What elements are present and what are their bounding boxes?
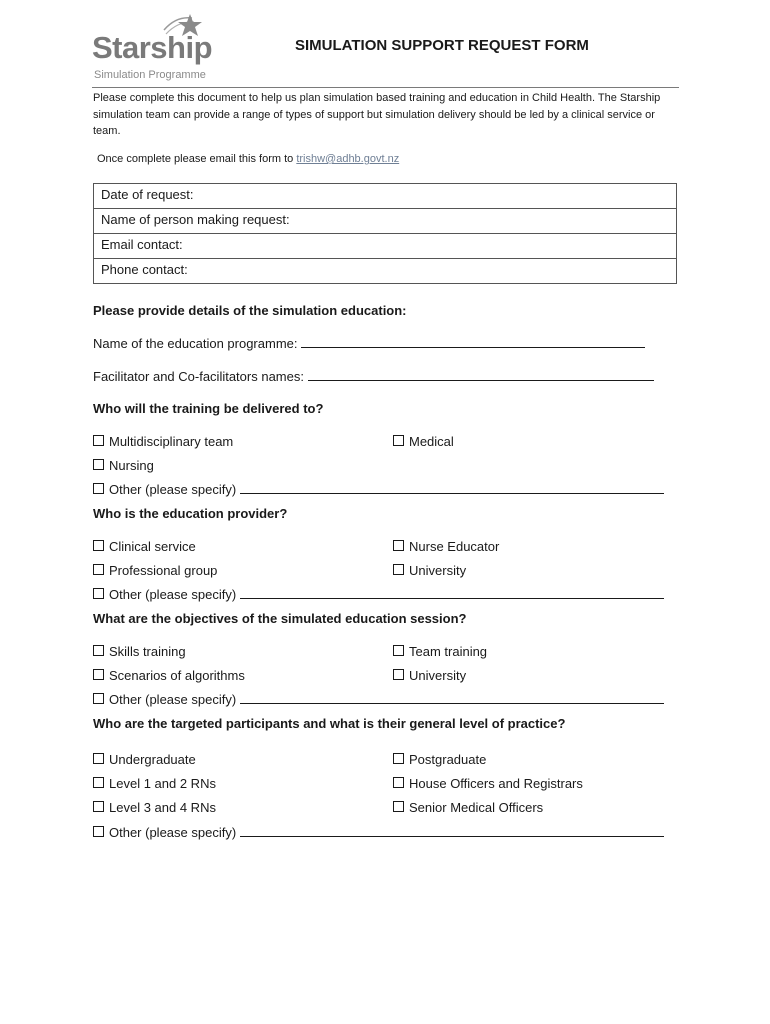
provider-question: Who is the education provider? [93,506,288,521]
logo-wordmark: Starship [92,30,213,65]
logo-subtitle: Simulation Programme [94,69,206,81]
checkbox-icon[interactable] [393,777,404,788]
checkbox-icon[interactable] [93,826,104,837]
email-link[interactable]: trishw@adhb.govt.nz [296,153,400,165]
option-undergraduate[interactable] [93,752,196,767]
header-divider [92,87,679,88]
checkbox-icon[interactable] [93,459,104,470]
option-label: Medical [409,434,454,449]
option-label: Clinical service [109,539,196,554]
option-label: Skills training [109,644,186,659]
option-label: Other (please specify) [109,692,237,707]
option-label: Other (please specify) [109,587,237,602]
delivered-to-question: Who will the training be delivered to? [93,401,324,416]
contact-phone-field[interactable]: Phone contact: [101,262,188,277]
checkbox-icon[interactable] [93,777,104,788]
option-level-1-2-rns[interactable] [93,776,216,791]
checkbox-icon[interactable] [93,753,104,764]
option-label: Senior Medical Officers [409,800,544,815]
contact-date-field[interactable]: Date of request: [94,184,676,209]
option-senior-medical-officers[interactable] [393,800,543,815]
facilitator-input[interactable] [308,380,654,381]
programme-name-label: Name of the education programme: [93,336,298,351]
facilitator-row [93,369,654,384]
option-label: House Officers and Registrars [409,776,583,791]
other-specify-input[interactable] [240,598,664,599]
option-nursing[interactable] [93,458,154,473]
checkbox-icon[interactable] [393,564,404,575]
option-team-training[interactable] [393,644,487,659]
checkbox-icon[interactable] [93,564,104,575]
checkbox-icon[interactable] [393,540,404,551]
option-university-objectives[interactable] [393,668,466,683]
option-label: Level 1 and 2 RNs [109,776,216,791]
contact-table [93,183,677,284]
checkbox-icon[interactable] [393,669,404,680]
page-title: SIMULATION SUPPORT REQUEST FORM [295,37,589,54]
checkbox-icon[interactable] [93,435,104,446]
checkbox-icon[interactable] [93,588,104,599]
option-label: Undergraduate [109,752,196,767]
option-medical[interactable] [393,434,454,449]
other-specify-input[interactable] [240,703,664,704]
option-postgraduate[interactable] [393,752,486,767]
option-label: Team training [409,644,488,659]
checkbox-icon[interactable] [93,540,104,551]
contact-email-field[interactable]: Email contact: [94,234,676,259]
programme-name-row [93,336,645,351]
option-label: Other (please specify) [109,825,237,840]
checkbox-icon[interactable] [93,669,104,680]
checkbox-icon[interactable] [393,645,404,656]
option-label: Level 3 and 4 RNs [109,800,216,815]
option-label: Scenarios of algorithms [109,668,245,683]
contact-name-field[interactable]: Name of person making request: [94,209,676,234]
option-label: Nursing [109,458,154,473]
checkbox-icon[interactable] [393,753,404,764]
option-label: Nurse Educator [409,539,500,554]
other-specify-input[interactable] [240,493,664,494]
checkbox-icon[interactable] [93,483,104,494]
objectives-question: What are the objectives of the simulated education session? [93,611,467,626]
checkbox-icon[interactable] [393,801,404,812]
option-other-provider[interactable] [93,587,664,602]
option-level-3-4-rns[interactable] [93,800,216,815]
facilitator-label: Facilitator and Co-facilitators names: [93,369,304,384]
participants-question: Who are the targeted participants and what is their general level of practice? [93,716,566,731]
option-skills-training[interactable] [93,644,186,659]
option-label: Postgraduate [409,752,487,767]
email-prefix: Once complete please email this form to [97,153,297,165]
star-logo-icon [162,12,204,48]
email-instruction [97,153,399,165]
option-label: Professional group [109,563,218,578]
checkbox-icon[interactable] [93,645,104,656]
option-scenarios-algorithms[interactable] [93,668,245,683]
option-nurse-educator[interactable] [393,539,499,554]
option-professional-group[interactable] [93,563,217,578]
option-multidisciplinary-team[interactable] [93,434,233,449]
option-other-objectives[interactable] [93,692,664,707]
option-label: University [409,668,467,683]
option-other-delivered[interactable] [93,482,664,497]
checkbox-icon[interactable] [93,801,104,812]
option-label: Multidisciplinary team [109,434,234,449]
option-label: Other (please specify) [109,482,237,497]
checkbox-icon[interactable] [393,435,404,446]
option-university-provider[interactable] [393,563,466,578]
checkbox-icon[interactable] [93,693,104,704]
details-heading: Please provide details of the simulation education: [93,303,407,318]
intro-text: Please complete this document to help us plan simulation based training and education in Child Health. The Starship simulation team can provide a range of types of support but simulation delivery should be led by a clinical service or team. [93,92,661,137]
option-other-participants[interactable] [93,825,664,840]
option-label: University [409,563,467,578]
option-clinical-service[interactable] [93,539,196,554]
programme-name-input[interactable] [301,347,645,348]
other-specify-input[interactable] [240,836,664,837]
option-house-officers[interactable] [393,776,583,791]
